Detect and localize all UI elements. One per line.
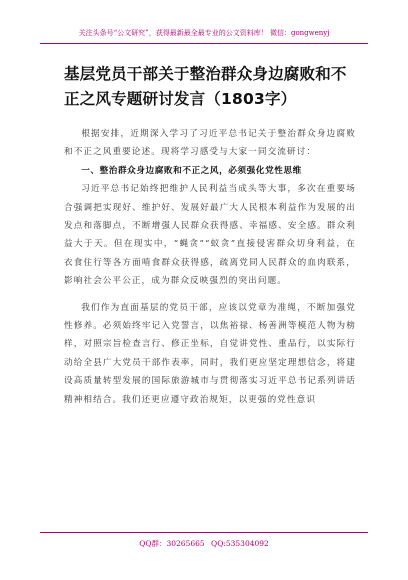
document-title: 基层党员干部关于整治群众身边腐败和不正之风专题研讨发言（1803字） (64, 65, 347, 108)
paragraph-gap (64, 291, 356, 299)
page-footer-note: QQ群：30265665 QQ:535304092 (139, 539, 269, 548)
section-heading: 一、整治群众身边腐败和不正之风，必须强化党性思维 (81, 165, 302, 176)
page-header-note: 关注头条号“公文研究”，获得最新最全最专业的公文资料库！ 微信：gongwenyj (78, 29, 330, 37)
body-paragraph: 习近平总书记始终把维护人民利益当成头等大事，多次在重要场合强调把实现好、维护好、发展好最广大人民根本利益作为发展的出发点和落脚点，不断增强人民群众获得感、幸福感、安全感。群众利益大于天。但在现实中，“蝇贪”“蚁贪”直接侵害群众切身利益，在衣食住行等各方面啃食群众获得感，疏离党同人民群众的血肉联系，影响社会公平公正，成为群众反映强烈的突出问题。 (64, 184, 356, 287)
intro-paragraph: 根据安排，近期深入学习了习近平总书记关于整治群众身边腐败和不正之风重要论述。现将学习感受与大家一同交流研讨： (64, 129, 356, 158)
header-divider (40, 43, 368, 44)
footer-divider (40, 532, 368, 533)
document-body (64, 125, 356, 409)
body-paragraph: 我们作为直面基层的党员干部，应该以党章为准绳，不断加强党性修养。必须始终牢记入党誓言，以焦裕禄、杨善洲等模范人物为榜样，对照宗旨检查言行、修正坐标，自觉讲党性、重品行，以实际行动给全县广大党员干部作表率，同时，我们更应坚定理想信念，将建设高质量转型发展的国际旅游城市与贯彻落实习近平总书记系列讲话精神相结合。我们还更应遵守政治规矩，以更强的党性意识 (64, 302, 356, 405)
